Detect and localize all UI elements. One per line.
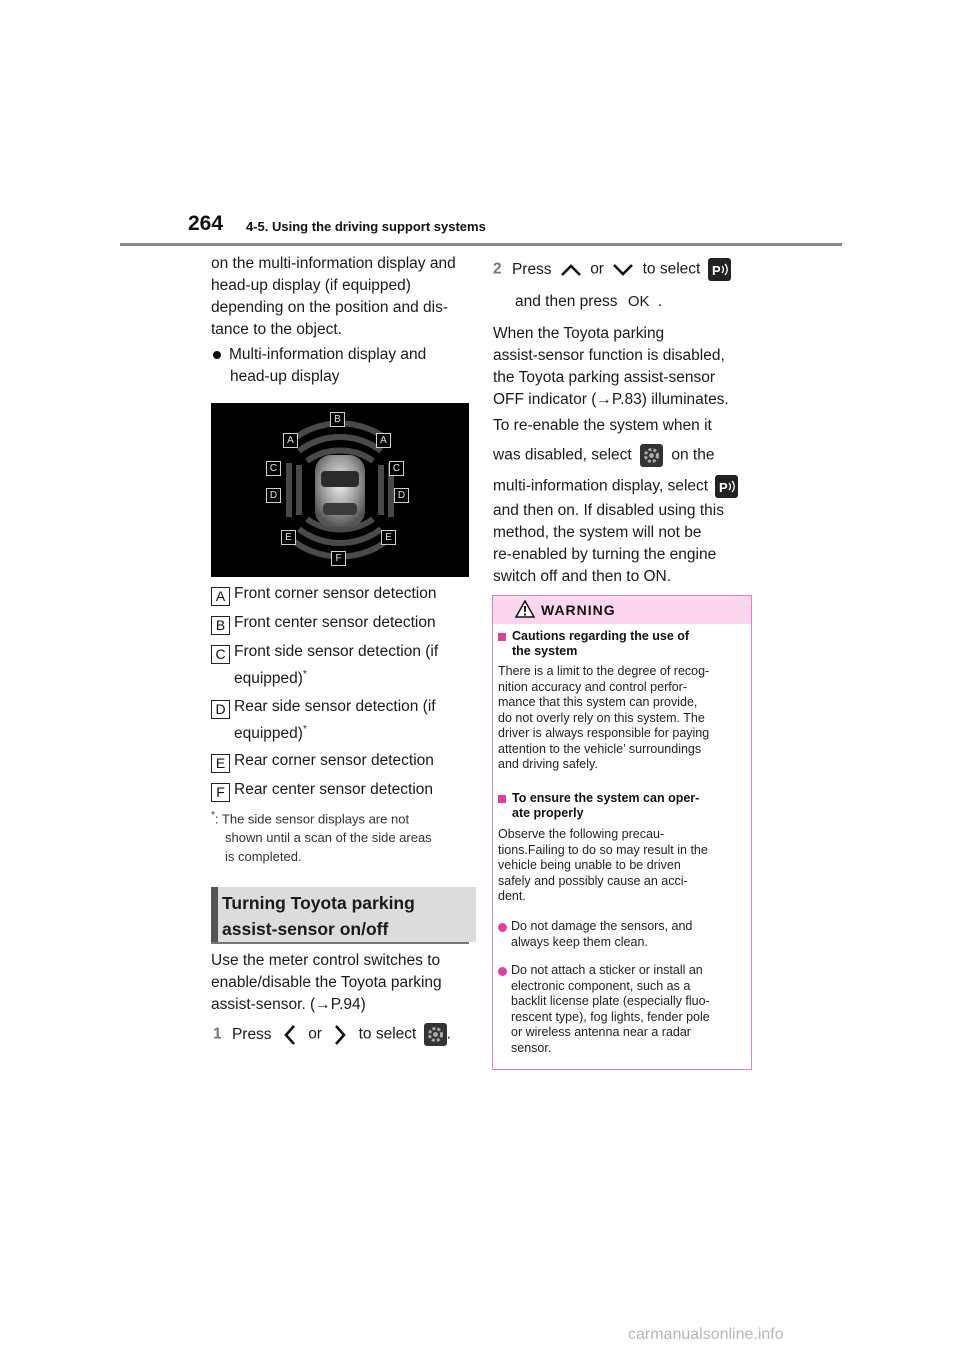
meter-switch-paragraph: Use the meter control switches to enable/disable the Toyota parking assist-sensor. (→P.94) (211, 952, 442, 1013)
legend-text-cont: equipped)* (234, 669, 307, 688)
sensor-display-figure (211, 403, 469, 577)
circle-bullet-icon (498, 967, 507, 976)
figure-label-d-left: D (266, 488, 281, 503)
text-line: on the multi-information display and (211, 255, 456, 272)
legend-key: E (211, 754, 230, 773)
legend-text-cont: equipped)* (234, 724, 307, 743)
square-bullet-icon (498, 795, 506, 803)
step-1: 1 Press or to select . (213, 1023, 471, 1046)
bullet-line: head-up display (230, 368, 340, 385)
text-line: depending on the position and dis- (211, 299, 448, 316)
legend-key: B (211, 616, 230, 635)
section-heading: Turning Toyota parking assist-sensor on/off (222, 893, 415, 939)
figure-label-c-left: C (266, 461, 281, 476)
header-rule (120, 243, 842, 246)
warning-subheading: To ensure the system can oper- ate properly (498, 791, 738, 821)
svg-text:P: P (719, 480, 729, 495)
chevron-left-icon (282, 1024, 298, 1046)
footnote: *: The side sensor displays are not shown until a scan of the side areas is completed. (211, 810, 432, 865)
step-2: 2 Press or to select P and then press OK . (493, 258, 753, 313)
chevron-right-icon (332, 1024, 348, 1046)
car-icon (315, 455, 365, 527)
warning-paragraph: There is a limit to the degree of recog- nition accuracy and control perfor- mance that this system can provide, do not overly rely on this system. The driver is always responsible for paying attention to the vehicle’ surroundings and driving safely. (498, 664, 710, 771)
text-line: tance to the object. (211, 321, 342, 338)
legend-key: A (211, 587, 230, 606)
figure-label-e-left: E (281, 530, 296, 545)
legend-text: Front center sensor detection (234, 614, 436, 631)
intro-paragraph (211, 253, 469, 341)
figure-label-d-right: D (394, 488, 409, 503)
warning-subheading: Cautions regarding the use of the system (498, 629, 738, 659)
figure-label-f: F (331, 551, 346, 566)
warning-triangle-icon (515, 600, 535, 618)
legend-key: C (211, 645, 230, 664)
legend-text: Rear corner sensor detection (234, 752, 434, 769)
page-number: 264 (188, 212, 224, 235)
svg-text:P: P (711, 263, 721, 278)
figure-label-a-right: A (376, 433, 391, 448)
legend-text: Front corner sensor detection (234, 585, 437, 602)
text-line: head-up display (if equipped) (211, 277, 411, 294)
bullet-icon (213, 351, 221, 359)
gear-icon (640, 444, 663, 467)
figure-label-e-right: E (381, 530, 396, 545)
legend-text: Rear side sensor detection (if (234, 698, 436, 715)
warning-bullet: Do not attach a sticker or install an electronic component, such as a backlit license plate (especially fluo- rescent type), fog lights, fender pole or wireless antenna near a radar sensor. (511, 963, 710, 1055)
square-bullet-icon (498, 633, 506, 641)
watermark: carmanualsonline.info (628, 1326, 784, 1343)
chevron-down-icon (612, 263, 634, 277)
chevron-up-icon (560, 263, 582, 277)
warning-bullet: Do not damage the sensors, and always keep them clean. (511, 919, 693, 949)
figure-label-b: B (330, 412, 345, 427)
re-enable-paragraph: To re-enable the system when it was disabled, select on the multi-information display, select P and then on. If disabled using this method, the system will not be re-enabled by turning the engine switch off and then to ON. (493, 415, 751, 588)
display-bullet (213, 344, 469, 388)
figure-label-a-left: A (283, 433, 298, 448)
heading-rule (211, 942, 469, 944)
legend-key: D (211, 700, 230, 719)
indicator-paragraph: When the Toyota parking assist-sensor function is disabled, the Toyota parking assist-sensor OFF indicator (→P.83) illuminates. (493, 325, 729, 408)
legend-text: Rear center sensor detection (234, 781, 434, 798)
section-title: 4-5. Using the driving support systems (246, 219, 486, 234)
legend-text: Front side sensor detection (if (234, 643, 439, 660)
circle-bullet-icon (498, 923, 507, 932)
parking-sensor-icon (708, 258, 731, 281)
ok-button-icon: OK (627, 293, 650, 310)
bullet-line: Multi-information display and (229, 346, 427, 363)
step-number: 2 (493, 260, 502, 278)
gear-icon (424, 1023, 447, 1046)
warning-paragraph: Observe the following precau- tions.Failing to do so may result in the vehicle being unable to be driven safely and possibly cause an acci- dent. (498, 827, 708, 903)
figure-label-c-right: C (389, 461, 404, 476)
legend-key: F (211, 783, 230, 802)
step-number: 1 (213, 1025, 222, 1043)
parking-sensor-icon (715, 475, 738, 498)
warning-title: WARNING (541, 602, 616, 618)
